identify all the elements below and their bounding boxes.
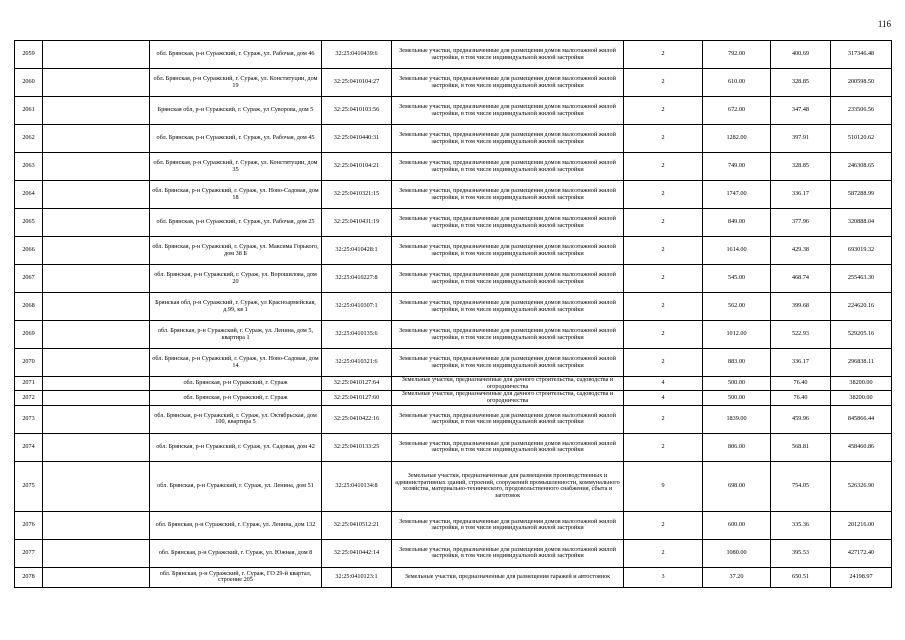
cadastral-value-cell: 526326.90 bbox=[831, 461, 892, 511]
address-cell: обл. Брянская, р-н Суражский, г. Сураж, ул. Ленина, дом 51 bbox=[150, 461, 322, 511]
use-group-cell: 2 bbox=[624, 349, 703, 377]
use-group-cell: 4 bbox=[624, 377, 703, 391]
table-body bbox=[15, 41, 892, 588]
use-group-cell: 2 bbox=[624, 405, 703, 433]
cadastral-number-cell: 32:25:0410227:8 bbox=[322, 265, 392, 293]
table-row bbox=[15, 321, 892, 349]
row-number: 2061 bbox=[15, 97, 43, 125]
cadastral-number-cell: 32:25:0410321:6 bbox=[322, 349, 392, 377]
empty-cell bbox=[43, 265, 150, 293]
empty-cell bbox=[43, 41, 150, 69]
cadastral-number-cell: 32:25:0410133:25 bbox=[322, 433, 392, 461]
land-use-cell: Земельные участки, предназначенные для размещения домов малоэтажной жилой застройки, в том числе индивидуальной жилой застройки bbox=[392, 293, 624, 321]
address-cell: обл. Брянская, р-н Суражский, г. Сураж, ГО 29-й квартал, строение 205 bbox=[150, 567, 322, 587]
table-row bbox=[15, 391, 892, 405]
cadastral-value-cell: 845866.44 bbox=[831, 405, 892, 433]
land-use-cell: Земельные участки, предназначенные для размещения домов малоэтажной жилой застройки, в том числе индивидуальной жилой застройки bbox=[392, 511, 624, 539]
land-use-cell: Земельные участки, предназначенные для размещения домов малоэтажной жилой застройки, в том числе индивидуальной жилой застройки bbox=[392, 265, 624, 293]
use-group-cell: 2 bbox=[624, 125, 703, 153]
empty-cell bbox=[43, 567, 150, 587]
area-cell: 610.00 bbox=[703, 69, 771, 97]
land-use-cell: Земельные участки, предназначенные для размещения домов малоэтажной жилой застройки, в том числе индивидуальной жилой застройки bbox=[392, 405, 624, 433]
unit-value-cell: 328.85 bbox=[771, 69, 831, 97]
land-use-cell: Земельные участки, предназначенные для дачного строительства, садоводства и огородничества bbox=[392, 377, 624, 391]
area-cell: 849.00 bbox=[703, 209, 771, 237]
empty-cell bbox=[43, 511, 150, 539]
row-number: 2070 bbox=[15, 349, 43, 377]
empty-cell bbox=[43, 237, 150, 265]
cadastral-value-cell: 38200.00 bbox=[831, 377, 892, 391]
land-use-cell: Земельные участки, предназначенные для размещения домов малоэтажной жилой застройки, в том числе индивидуальной жилой застройки bbox=[392, 153, 624, 181]
address-cell: обл. Брянская, р-н Суражский, г. Сураж, ул. Рабочая, дом 25 bbox=[150, 209, 322, 237]
land-use-cell: Земельные участки, предназначенные для размещения домов малоэтажной жилой застройки, в том числе индивидуальной жилой застройки bbox=[392, 209, 624, 237]
area-cell: 1747.00 bbox=[703, 181, 771, 209]
cadastral-value-cell: 317346.48 bbox=[831, 41, 892, 69]
empty-cell bbox=[43, 153, 150, 181]
use-group-cell: 9 bbox=[624, 461, 703, 511]
unit-value-cell: 397.91 bbox=[771, 125, 831, 153]
cadastral-value-cell: 201216.00 bbox=[831, 511, 892, 539]
table-row bbox=[15, 511, 892, 539]
use-group-cell: 2 bbox=[624, 433, 703, 461]
row-number: 2067 bbox=[15, 265, 43, 293]
row-number: 2059 bbox=[15, 41, 43, 69]
cadastral-value-cell: 200598.50 bbox=[831, 69, 892, 97]
cadastral-value-cell: 38200.00 bbox=[831, 391, 892, 405]
unit-value-cell: 522.93 bbox=[771, 321, 831, 349]
cadastral-number-cell: 32:25:0410123:1 bbox=[322, 567, 392, 587]
use-group-cell: 2 bbox=[624, 181, 703, 209]
cadastral-number-cell: 32:25:0410431:19 bbox=[322, 209, 392, 237]
cadastral-number-cell: 32:25:0410103:56 bbox=[322, 97, 392, 125]
address-cell: обл. Брянская, р-н Суражский, г. Сураж, ул. Садовая, дом 42 bbox=[150, 433, 322, 461]
unit-value-cell: 336.17 bbox=[771, 181, 831, 209]
row-number: 2073 bbox=[15, 405, 43, 433]
unit-value-cell: 395.53 bbox=[771, 539, 831, 567]
row-number: 2074 bbox=[15, 433, 43, 461]
row-number: 2066 bbox=[15, 237, 43, 265]
area-cell: 37.20 bbox=[703, 567, 771, 587]
address-cell: обл. Брянская, р-н Суражский, г. Сураж, ул. Конституции, дом 19 bbox=[150, 69, 322, 97]
use-group-cell: 2 bbox=[624, 321, 703, 349]
use-group-cell: 2 bbox=[624, 265, 703, 293]
cadastral-number-cell: 32:25:0410512:21 bbox=[322, 511, 392, 539]
use-group-cell: 2 bbox=[624, 153, 703, 181]
land-use-cell: Земельные участки, предназначенные для размещения производственных и административных зданий, строений, сооружений промышленности, коммунального хозяйства, материально-технического, продовольственного снабжения, сбыта и заготовок bbox=[392, 461, 624, 511]
land-use-cell: Земельные участки, предназначенные для размещения домов малоэтажной жилой застройки, в том числе индивидуальной жилой застройки bbox=[392, 181, 624, 209]
unit-value-cell: 459.96 bbox=[771, 405, 831, 433]
unit-value-cell: 754.05 bbox=[771, 461, 831, 511]
land-use-cell: Земельные участки, предназначенные для размещения домов малоэтажной жилой застройки, в том числе индивидуальной жилой застройки bbox=[392, 69, 624, 97]
land-use-cell: Земельные участки, предназначенные для размещения домов малоэтажной жилой застройки, в том числе индивидуальной жилой застройки bbox=[392, 433, 624, 461]
land-use-cell: Земельные участки, предназначенные для размещения домов малоэтажной жилой застройки, в том числе индивидуальной жилой застройки bbox=[392, 321, 624, 349]
cadastral-value-cell: 458460.86 bbox=[831, 433, 892, 461]
cadastral-value-cell: 233506.56 bbox=[831, 97, 892, 125]
land-use-cell: Земельные участки, предназначенные для размещения домов малоэтажной жилой застройки, в том числе индивидуальной жилой застройки bbox=[392, 41, 624, 69]
table-row bbox=[15, 293, 892, 321]
row-number: 2069 bbox=[15, 321, 43, 349]
area-cell: 500.00 bbox=[703, 377, 771, 391]
address-cell: обл. Брянская, р-н Суражский, г. Сураж, ул. Рабочая, дом 46 bbox=[150, 41, 322, 69]
table-row bbox=[15, 349, 892, 377]
row-number: 2078 bbox=[15, 567, 43, 587]
empty-cell bbox=[43, 69, 150, 97]
unit-value-cell: 400.69 bbox=[771, 41, 831, 69]
unit-value-cell: 399.68 bbox=[771, 293, 831, 321]
use-group-cell: 2 bbox=[624, 237, 703, 265]
cadastral-value-cell: 587288.99 bbox=[831, 181, 892, 209]
table-row bbox=[15, 265, 892, 293]
land-use-cell: Земельные участки, предназначенные для размещения домов малоэтажной жилой застройки, в том числе индивидуальной жилой застройки bbox=[392, 237, 624, 265]
area-cell: 792.00 bbox=[703, 41, 771, 69]
cadastral-number-cell: 32:25:0410104:21 bbox=[322, 153, 392, 181]
use-group-cell: 4 bbox=[624, 391, 703, 405]
row-number: 2075 bbox=[15, 461, 43, 511]
cadastral-number-cell: 32:25:0410422:16 bbox=[322, 405, 392, 433]
unit-value-cell: 650.51 bbox=[771, 567, 831, 587]
cadastral-number-cell: 32:25:0410428:1 bbox=[322, 237, 392, 265]
cadastral-value-cell: 296838.11 bbox=[831, 349, 892, 377]
area-cell: 1080.00 bbox=[703, 539, 771, 567]
unit-value-cell: 336.17 bbox=[771, 349, 831, 377]
table-row bbox=[15, 377, 892, 391]
row-number: 2065 bbox=[15, 209, 43, 237]
area-cell: 672.00 bbox=[703, 97, 771, 125]
area-cell: 500.00 bbox=[703, 391, 771, 405]
empty-cell bbox=[43, 181, 150, 209]
area-cell: 749.00 bbox=[703, 153, 771, 181]
unit-value-cell: 328.85 bbox=[771, 153, 831, 181]
use-group-cell: 2 bbox=[624, 97, 703, 125]
use-group-cell: 3 bbox=[624, 567, 703, 587]
empty-cell bbox=[43, 539, 150, 567]
table-row bbox=[15, 125, 892, 153]
empty-cell bbox=[43, 125, 150, 153]
cadastral-value-cell: 24198.97 bbox=[831, 567, 892, 587]
land-use-cell: Земельные участки, предназначенные для размещения домов малоэтажной жилой застройки, в том числе индивидуальной жилой застройки bbox=[392, 125, 624, 153]
land-use-cell: Земельные участки, предназначенные для размещения домов малоэтажной жилой застройки, в том числе индивидуальной жилой застройки bbox=[392, 539, 624, 567]
table-row bbox=[15, 97, 892, 125]
use-group-cell: 2 bbox=[624, 69, 703, 97]
cadastral-number-cell: 32:25:0410135:6 bbox=[322, 321, 392, 349]
cadastral-value-cell: 427172.40 bbox=[831, 539, 892, 567]
table-row bbox=[15, 433, 892, 461]
cadastral-value-cell: 224620.16 bbox=[831, 293, 892, 321]
cadastral-value-cell: 255463.30 bbox=[831, 265, 892, 293]
address-cell: обл. Брянская, р-н Суражский, г. Сураж bbox=[150, 377, 322, 391]
table-row bbox=[15, 209, 892, 237]
empty-cell bbox=[43, 97, 150, 125]
use-group-cell: 2 bbox=[624, 209, 703, 237]
land-valuation-table bbox=[14, 40, 892, 588]
table-row bbox=[15, 181, 892, 209]
row-number: 2062 bbox=[15, 125, 43, 153]
page-number: 116 bbox=[877, 19, 891, 29]
empty-cell bbox=[43, 209, 150, 237]
address-cell: обл. Брянская, р-н Суражский, г. Сураж bbox=[150, 391, 322, 405]
table-row bbox=[15, 237, 892, 265]
row-number: 2063 bbox=[15, 153, 43, 181]
use-group-cell: 2 bbox=[624, 511, 703, 539]
cadastral-number-cell: 32:25:0410440:31 bbox=[322, 125, 392, 153]
area-cell: 806.00 bbox=[703, 433, 771, 461]
empty-cell bbox=[43, 349, 150, 377]
address-cell: обл. Брянская, р-н Суражский, г. Сураж, ул. Южная, дом 8 bbox=[150, 539, 322, 567]
cadastral-number-cell: 32:25:0410104:27 bbox=[322, 69, 392, 97]
land-use-cell: Земельные участки, предназначенные для размещения домов малоэтажной жилой застройки, в том числе индивидуальной жилой застройки bbox=[392, 97, 624, 125]
row-number: 2077 bbox=[15, 539, 43, 567]
area-cell: 1839.00 bbox=[703, 405, 771, 433]
use-group-cell: 2 bbox=[624, 41, 703, 69]
use-group-cell: 2 bbox=[624, 539, 703, 567]
cadastral-number-cell: 32:25:0410134:8 bbox=[322, 461, 392, 511]
address-cell: обл. Брянская, р-н Суражский, г. Сураж, ул. Ново-Садовая, дом 18 bbox=[150, 181, 322, 209]
cadastral-number-cell: 32:25:0410127:60 bbox=[322, 391, 392, 405]
address-cell: обл. Брянская, р-н Суражский, г. Сураж, ул. Конституции, дом 35 bbox=[150, 153, 322, 181]
row-number: 2071 bbox=[15, 377, 43, 391]
cadastral-number-cell: 32:25:0410439:6 bbox=[322, 41, 392, 69]
address-cell: обл. Брянская, р-н Суражский, г. Сураж, ул. Ленина, дом 5, квартира 1 bbox=[150, 321, 322, 349]
cadastral-value-cell: 529205.16 bbox=[831, 321, 892, 349]
area-cell: 545.00 bbox=[703, 265, 771, 293]
empty-cell bbox=[43, 391, 150, 405]
unit-value-cell: 76.40 bbox=[771, 377, 831, 391]
unit-value-cell: 568.81 bbox=[771, 433, 831, 461]
unit-value-cell: 429.38 bbox=[771, 237, 831, 265]
land-use-cell: Земельные участки, предназначенные для размещения домов малоэтажной жилой застройки, в том числе индивидуальной жилой застройки bbox=[392, 349, 624, 377]
unit-value-cell: 76.40 bbox=[771, 391, 831, 405]
empty-cell bbox=[43, 321, 150, 349]
table-row bbox=[15, 41, 892, 69]
land-use-cell: Земельные участки, предназначенные для дачного строительства, садоводства и огородничества bbox=[392, 391, 624, 405]
area-cell: 562.00 bbox=[703, 293, 771, 321]
area-cell: 600.00 bbox=[703, 511, 771, 539]
cadastral-value-cell: 246308.65 bbox=[831, 153, 892, 181]
table-row bbox=[15, 539, 892, 567]
area-cell: 698.00 bbox=[703, 461, 771, 511]
unit-value-cell: 377.96 bbox=[771, 209, 831, 237]
unit-value-cell: 335.36 bbox=[771, 511, 831, 539]
area-cell: 1614.00 bbox=[703, 237, 771, 265]
row-number: 2072 bbox=[15, 391, 43, 405]
address-cell: Брянская обл, р-н Суражский, г. Сураж, ул Красноармейская, д.99, кв 1 bbox=[150, 293, 322, 321]
cadastral-number-cell: 32:25:0410127:64 bbox=[322, 377, 392, 391]
address-cell: обл. Брянская, р-н Суражский, г. Сураж, ул. Октябрьская, дом 100, квартира 5 bbox=[150, 405, 322, 433]
row-number: 2060 bbox=[15, 69, 43, 97]
table-row bbox=[15, 405, 892, 433]
address-cell: обл. Брянская, р-н Суражский, г. Сураж, ул. Максима Горького, дом 38 Б bbox=[150, 237, 322, 265]
row-number: 2064 bbox=[15, 181, 43, 209]
cadastral-number-cell: 32:25:0410307:1 bbox=[322, 293, 392, 321]
address-cell: обл. Брянская, р-н Суражский, г. Сураж, ул. Ново-Садовая, дом 14 bbox=[150, 349, 322, 377]
empty-cell bbox=[43, 377, 150, 391]
row-number: 2076 bbox=[15, 511, 43, 539]
cadastral-value-cell: 693019.32 bbox=[831, 237, 892, 265]
land-use-cell: Земельные участки, предназначенные для размещения гаражей и автостоянок bbox=[392, 567, 624, 587]
area-cell: 883.00 bbox=[703, 349, 771, 377]
table-row bbox=[15, 461, 892, 511]
empty-cell bbox=[43, 433, 150, 461]
empty-cell bbox=[43, 293, 150, 321]
unit-value-cell: 468.74 bbox=[771, 265, 831, 293]
use-group-cell: 2 bbox=[624, 293, 703, 321]
area-cell: 1012.00 bbox=[703, 321, 771, 349]
address-cell: обл. Брянская, р-н Суражский, г. Сураж, ул. Ленина, дом 132 bbox=[150, 511, 322, 539]
cadastral-value-cell: 510120.62 bbox=[831, 125, 892, 153]
table-row bbox=[15, 153, 892, 181]
address-cell: Брянская обл, р-н Суражский, г. Сураж, ул Суворова, дом 5 bbox=[150, 97, 322, 125]
unit-value-cell: 347.48 bbox=[771, 97, 831, 125]
empty-cell bbox=[43, 405, 150, 433]
address-cell: обл. Брянская, р-н Суражский, г. Сураж, ул. Ворошилова, дом 20 bbox=[150, 265, 322, 293]
area-cell: 1282.00 bbox=[703, 125, 771, 153]
empty-cell bbox=[43, 461, 150, 511]
cadastral-number-cell: 32:25:0410442:14 bbox=[322, 539, 392, 567]
cadastral-number-cell: 32:25:0410321:15 bbox=[322, 181, 392, 209]
row-number: 2068 bbox=[15, 293, 43, 321]
address-cell: обл. Брянская, р-н Суражский, г. Сураж, ул. Рабочая, дом 45 bbox=[150, 125, 322, 153]
cadastral-value-cell: 320888.04 bbox=[831, 209, 892, 237]
table-row bbox=[15, 69, 892, 97]
table-row bbox=[15, 567, 892, 587]
